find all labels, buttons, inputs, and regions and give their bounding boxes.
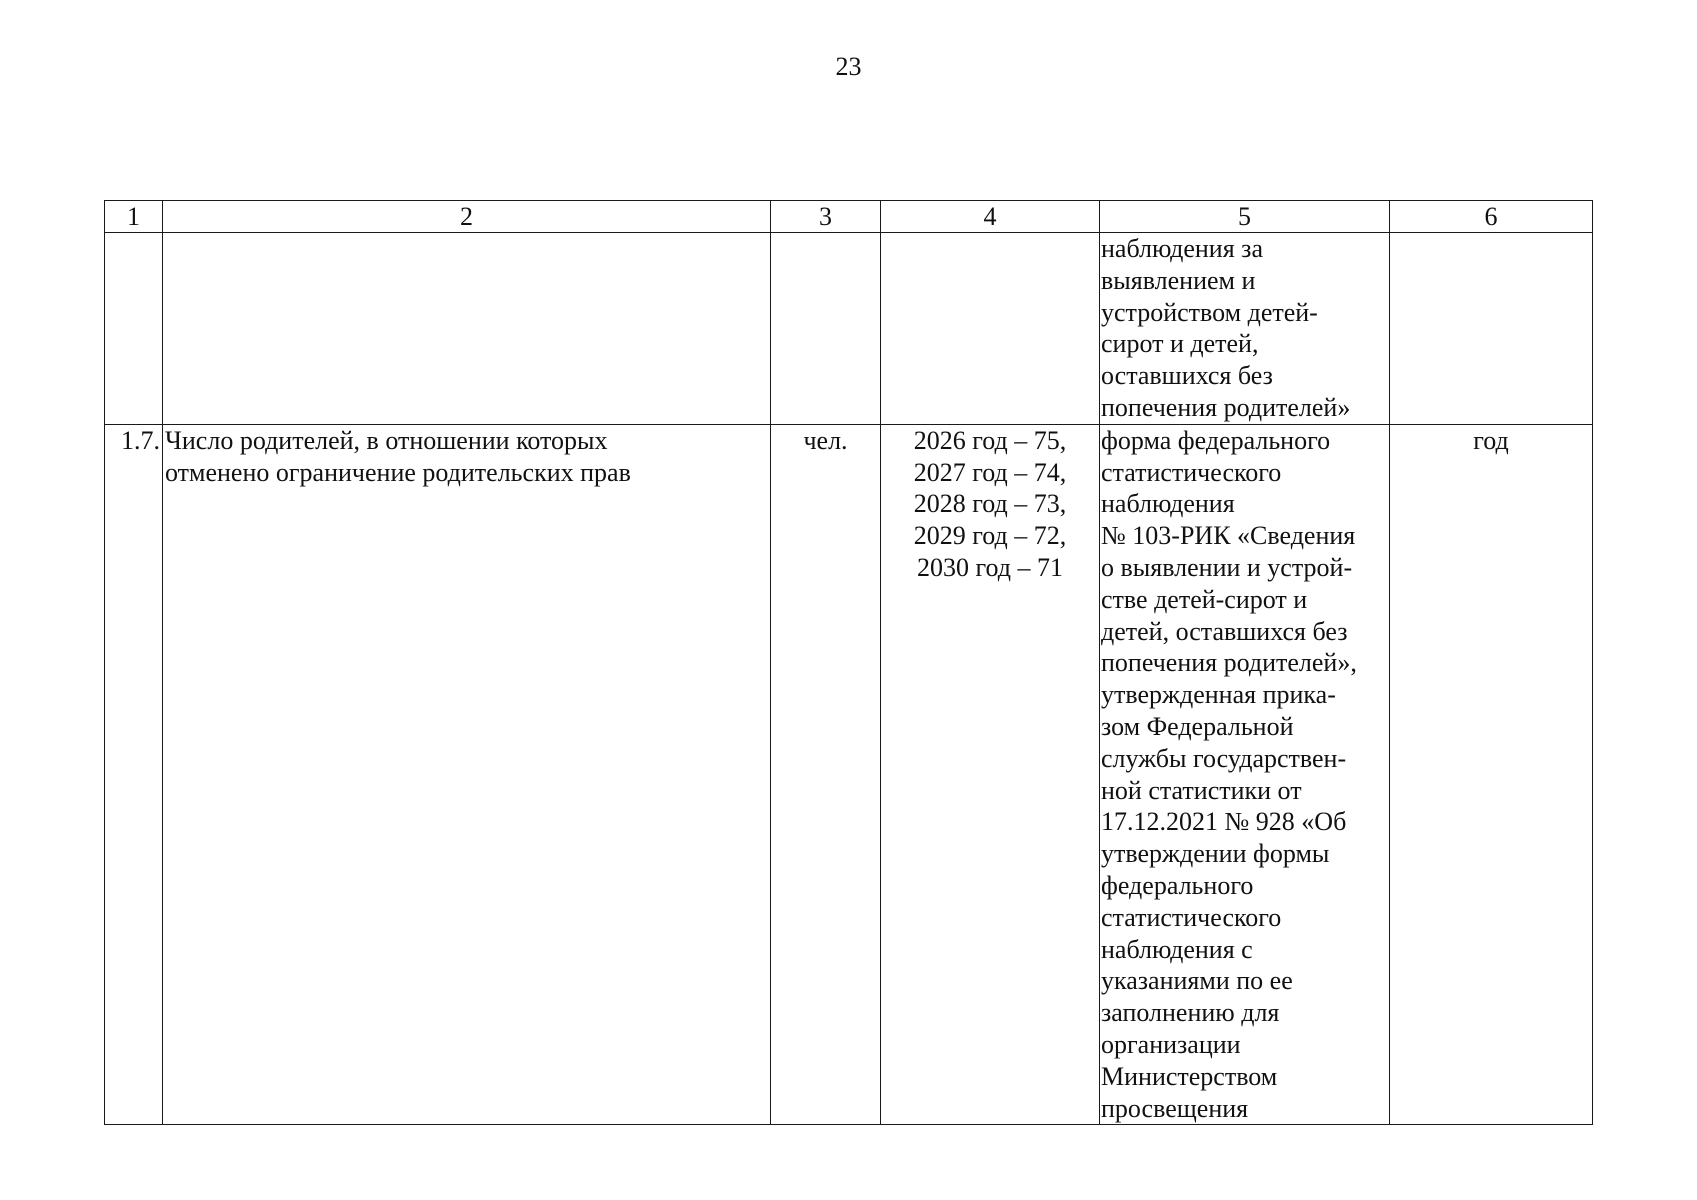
target-line: 2029 год – 72, (913, 521, 1067, 551)
column-header-5: 5 (1100, 201, 1390, 233)
unit-cell: чел. (771, 424, 881, 1125)
column-header-1: 1 (105, 201, 163, 233)
table-row-1-7 (105, 424, 1593, 1125)
source-line: 17.12.2021 № 928 «Об (1101, 807, 1347, 837)
indicator-name-line: Число родителей, в отношении которых (165, 425, 608, 455)
source-line: федерального (1101, 870, 1254, 900)
source-line: попечения родителей» (1101, 392, 1351, 422)
target-line: 2027 год – 74, (913, 457, 1067, 487)
cell-empty (881, 233, 1100, 425)
source-line: статистического (1101, 902, 1282, 932)
table-header-row (105, 201, 1593, 233)
source-cell (1100, 424, 1390, 1125)
source-line: наблюдения с (1101, 934, 1253, 964)
page-number: 23 (835, 52, 862, 81)
cell-empty (1390, 233, 1593, 425)
source-line: Министерством (1101, 1061, 1278, 1091)
source-line: устройством детей- (1101, 297, 1318, 327)
cell-empty (163, 233, 771, 425)
source-line: сирот и детей, (1101, 329, 1259, 359)
source-line: службы государствен- (1101, 743, 1347, 773)
source-line: указаниями по ее (1101, 966, 1293, 996)
source-line: № 103-РИК «Сведения (1101, 521, 1356, 551)
cell-empty (105, 233, 163, 425)
target-line: 2026 год – 75, (913, 425, 1067, 455)
source-line: попечения родителей», (1101, 648, 1357, 678)
source-line: утвержденная прика- (1101, 680, 1336, 710)
indicator-name-line: отменено ограничение родительских прав (165, 457, 631, 487)
table-row-continuation (105, 233, 1593, 425)
column-header-3: 3 (771, 201, 881, 233)
source-line: просвещения (1101, 1093, 1249, 1123)
source-cell-continuation (1100, 233, 1390, 425)
source-line: стве детей-сирот и (1101, 584, 1308, 614)
source-line: форма федерального (1101, 425, 1331, 455)
source-line: ной статистики от (1101, 775, 1302, 805)
source-line: организации (1101, 1029, 1241, 1059)
source-line: заполнению для (1101, 998, 1280, 1028)
source-line: утверждении формы (1101, 839, 1330, 869)
target-line: 2028 год – 73, (913, 489, 1067, 519)
indicators-table (104, 200, 1593, 1125)
indicator-name-cell (163, 424, 771, 1125)
periodicity-cell: год (1390, 424, 1593, 1125)
column-header-4: 4 (881, 201, 1100, 233)
source-line: наблюдения (1101, 489, 1235, 519)
row-number: 1.7. (105, 424, 163, 1125)
source-line: зом Федеральной (1101, 711, 1294, 741)
source-line: детей, оставшихся без (1101, 616, 1348, 646)
source-line: оставшихся без (1101, 361, 1273, 391)
target-line: 2030 год – 71 (917, 552, 1063, 582)
column-header-2: 2 (163, 201, 771, 233)
source-line: наблюдения за (1101, 234, 1263, 263)
source-line: статистического (1101, 457, 1282, 487)
column-header-6: 6 (1390, 201, 1593, 233)
source-line: о выявлении и устрой- (1101, 552, 1353, 582)
source-line: выявлением и (1101, 265, 1256, 295)
targets-cell (881, 424, 1100, 1125)
cell-empty (771, 233, 881, 425)
